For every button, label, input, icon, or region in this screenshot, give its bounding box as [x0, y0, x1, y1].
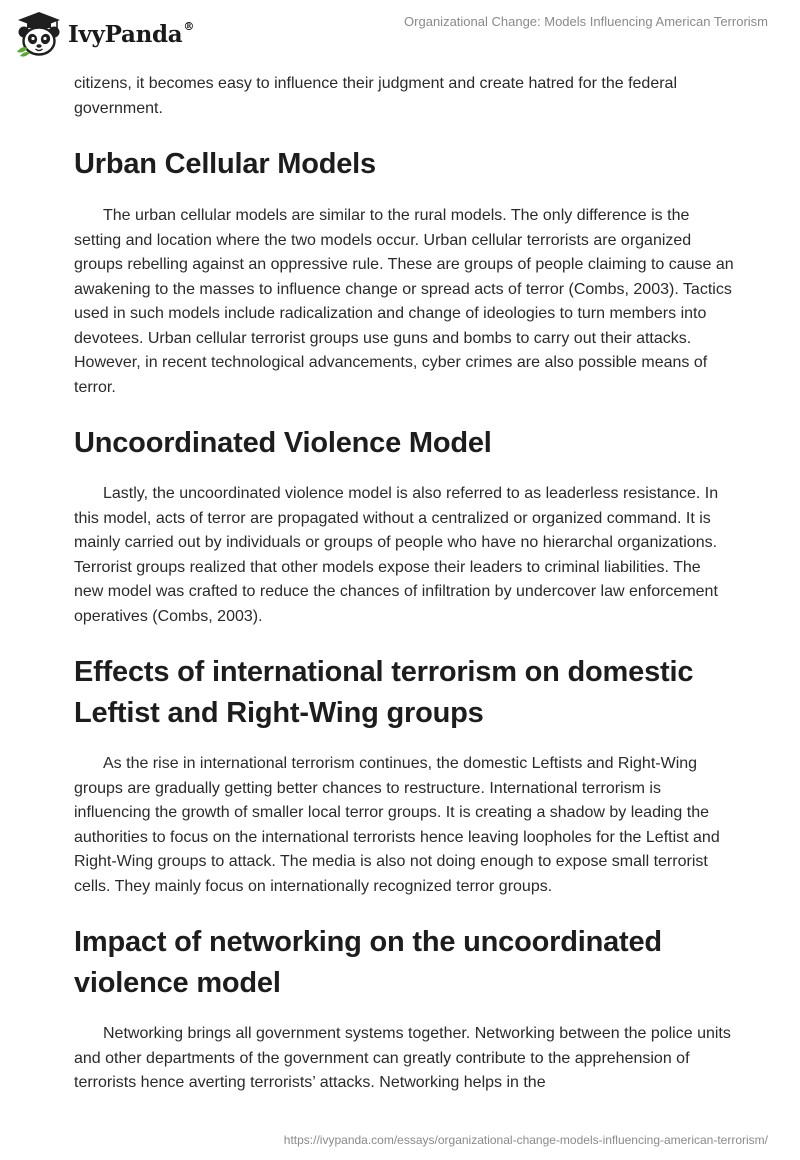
section-paragraph-uncoordinated-violence: Lastly, the uncoordinated violence model is also referred to as leaderless resistance. In this model, acts of terror are propagated without a centralized or organized command. It is mainly carried out by individuals or groups of people who have no hierarchal organizations. Terrorist groups realized that other models expose their leaders to criminal liabilities. The new model was crafted to reduce the chances of infiltration by undercover law enforcement operatives (Combs, 2003). [74, 485, 719, 625]
brand-name [68, 21, 194, 48]
page-header [0, 0, 800, 70]
section-heading-uncoordinated-violence: Uncoordinated Violence Model [74, 427, 492, 459]
ivypanda-logo[interactable] [14, 10, 194, 58]
source-url[interactable]: https://ivypanda.com/essays/organizational-change-models-influencing-american-terrorism/ [283, 1133, 768, 1147]
document-title: Organizational Change: Models Influencing American Terrorism [404, 14, 768, 29]
essay-content [74, 72, 734, 1096]
registered-mark: ® [183, 19, 195, 33]
section-heading-international-terrorism: Effects of international terrorism on domestic Leftist and Right-Wing groups [74, 656, 694, 729]
section-paragraph-urban-cellular: The urban cellular models are similar to the rural models. The only difference is the setting and location where the two models occur. Urban cellular terrorists are organized groups rebelling against an oppressive rule. These are groups of people claiming to cause an awakening to the masses to influence change or spread acts of terror (Combs, 2003). Tactics used in such models include radicalization and change of ideologies to turn members into devotees. Urban cellular terrorist groups use guns and bombs to carry out their attacks. However, in recent technological advancements, cyber crimes are also possible means of terror. [74, 207, 734, 396]
intro-paragraph: citizens, it becomes easy to influence their judgment and create hatred for the federal government. [74, 75, 678, 117]
section-heading-urban-cellular: Urban Cellular Models [74, 148, 376, 180]
brand-name-text: IvyPanda [68, 20, 183, 48]
section-paragraph-networking-impact: Networking brings all government systems together. Networking between the police units and other departments of the government can greatly contribute to the apprehension of terrorists hence averting terrorists’ attacks. Networking helps in the [74, 1025, 731, 1091]
section-paragraph-international-terrorism: As the rise in international terrorism continues, the domestic Leftists and Right-Wing groups are gradually getting better chances to restructure. International terrorism is influencing the growth of smaller local terror groups. It is creating a shadow by leading the authorities to focus on the international terrorists hence leaving loopholes for the Leftist and Right-Wing groups to attack. The media is also not doing enough to expose small terrorist cells. They mainly focus on internationally recognized terror groups. [74, 755, 720, 895]
panda-graduate-icon [14, 10, 64, 58]
section-heading-networking-impact: Impact of networking on the uncoordinated violence model [74, 926, 662, 999]
